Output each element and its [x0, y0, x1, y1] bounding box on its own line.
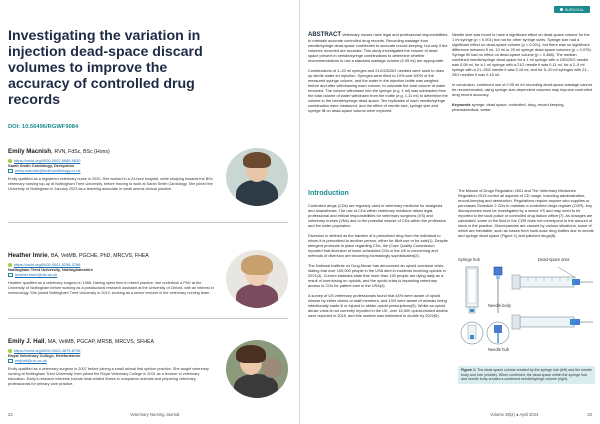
- journal-name: Veterinary Nursing Journal: [130, 412, 180, 417]
- page-number: 22: [8, 412, 13, 417]
- abstract-col-2: [452, 32, 592, 117]
- email-link[interactable]: emily.macnish@smithcardiology.co.uk: [8, 168, 213, 173]
- orcid-link[interactable]: https://orcid.org/0000-0002-6689-9630: [8, 158, 213, 163]
- keywords: Keywords syringe, dead space, controlled, drug, record keeping, pharmaceutical, waste: [452, 102, 565, 112]
- issue-info: Volume 38(2) ● April 2023: [490, 412, 539, 417]
- email-link[interactable]: emjhall@rvc.ac.uk: [8, 358, 213, 363]
- email-icon: [8, 273, 13, 276]
- author-bio: Emily qualified as a veterinary surgeon in 2007 before joining a small animal first opinion practice. She taught veterinary nursing at Nottingham Trent University, then joined the Royal Veterinary College in 2021 as a lecturer in veterinary education. Emily's research interests include heat-related illness in companion animals and preparing veterinary professionals for primary care practice.: [8, 366, 209, 386]
- divider: [8, 318, 288, 319]
- email-icon: [8, 359, 13, 362]
- section-badge: SURGICAL: [554, 6, 590, 13]
- paragraph: Diversion is defined as the transfer of a prescribed drug from the individual to whom it is prescribed to another person, either for illicit use or for sale(1). Despite stringent protocols in place regarding CDs, the (Care Quality Commission reported that diversion of lower-scheduled CDs in the UK is concerning and methods of diversion are becoming increasingly sophisticated(2).: [308, 233, 448, 258]
- orcid-icon: [8, 263, 12, 267]
- author-card: [8, 252, 213, 296]
- syringe-diagram: [458, 263, 595, 363]
- author-name: Heather Imrie, BA, VetMB, PGCHE, PhD, MRCVS, FHEA: [8, 252, 149, 259]
- right-page: [300, 0, 600, 424]
- label-dead-space: Dead-space area: [538, 257, 570, 262]
- cat-icon: [262, 358, 282, 378]
- abstract-p1: ABSTRACT Veterinary nurses have legal and professional responsibilities to maintain accurate controlled drug records. Recording wastage from needle/syringe dead-space contributes to accurate record-keeping, but only if the volumes recorded are accurate. This study investigated the volume of dead space present in needle/syringe combinations to determine whether recommendations to use a standard wastage volume (0.05 ml) are appropriate.: [308, 32, 448, 63]
- paragraph: A survey of US veterinary professionals found that 44% were aware of opioid misuse by either clients or staff members, and 13% were aware of animals being intentionally made ill or injured to obtain opioid prescriptions(5). Whilst an opioid abuse crisis is not currently reported in the UK, over 16,500 opioid-related deaths were reported in 2015, and this number was estimated to double by 2022(6).: [308, 293, 448, 318]
- author-name: Emily J. Hall, MA, VetMB, PGCAP, MRSB, MRCVS, SFHEA: [8, 338, 154, 345]
- abstract-p4: In conclusion, continued use of 0.05 ml for recording dead-space wastage cannot be recommended; using syringe size-dependent volumes may improve controlled drug record accuracy.: [452, 82, 592, 97]
- label-needle-body: Needle body: [488, 303, 511, 308]
- paragraph: Controlled drugs (CDs) are regularly used in veterinary medicine for analgesia and anaesthesia. The use of CDs within veterinary medicine raises legal, professional and ethical responsibilities for veterinary surgeons (VS) and veterinary nurses (VNs) due to the potential misuse of CDs within the profession and the wider population.: [308, 203, 446, 228]
- section-icon: [560, 8, 563, 11]
- abstract-p3: Needle size was found to have a significant effect on dead-space volume for the 1 ml syringe (p < 0.001) but not for other syringe sizes. Syringe size had a significant effect on dead-space volume (p < 0.001), but there was no significant difference between 5 ml, 10 ml or 20 ml syringe dead-space volumes (p = 0.076). Syringe fill had no effect on dead-space volume (p = 0.488). The median combined needle/syringe dead space for a 1 ml syringe with a 23G/25G needle was 0.08 ml, for a 1 ml syringe with a 21G needle it was 0.11 ml, for a 2–5 ml syringe with a 21–25G needle it was 0.16 ml, and for 5–20 ml syringes with 21–25G needles it was 0.16 ml.: [452, 32, 592, 77]
- author-name: Emily Macnish, RVN, FdSc, BSc (Hons): [8, 148, 110, 155]
- intro-col-2: [458, 188, 595, 243]
- author-photo: [226, 340, 288, 398]
- article-title: Investigating the variation in injection dead-space discard volumes to improve the accuracy of controlled drug records: [8, 28, 203, 108]
- abstract-col-1: [308, 32, 448, 118]
- author-card: [8, 338, 213, 387]
- paragraph: The Misuse of Drugs Regulation 2001 and The Veterinary Medicines Regulation 2013 control all aspects of CD usage, including administration, record-keeping and destruction. Regulations require anyone who supplies or purchases Schedule 2 CDs to maintain a controlled drugs register (CDR). Any discrepancies must be investigated by a senior VS and may need to be reported to the local police or controlled drug liaison officer(7). As dosages are calculated, some of the fluid in the CDR does not correspond to the amount of stock in the practice. Discrepancies are caused by various situations, some of which are inevitable, such as losses from multi-dose drug bottles due to needle and syringe dead space (Figure 1) and patched drugs(8).: [458, 188, 594, 238]
- left-page: [0, 0, 299, 424]
- author-photo: [226, 250, 288, 308]
- author-bio: Emily qualified as a registered veterinary nurse in 2020. She worked in a 24-hour hospital, while studying towards the BSc veterinary nursing top-up at Nottingham Trent University, before moving to work at Sarah Smith Cardiology. She joined the University of Nottingham in January 2023 as a teaching associate in small animal clinical practice.: [8, 176, 213, 191]
- orcid-icon: [8, 159, 12, 163]
- label-syringe-hub: Syringe hub: [458, 257, 480, 262]
- intro-col-1: [308, 203, 448, 323]
- doi: DOI: 10.56496/RGWF9084: [8, 124, 79, 130]
- email-link[interactable]: heather.imrie@ntu.ac.uk: [8, 272, 213, 277]
- affiliation: Royal Veterinary College, Hertfordshire: [8, 353, 81, 359]
- paragraph: The National Institute on Drug Abuse has announced an opioid overdose crisis, stating that over 100,000 people in the USA died in incidents involving opioids in 2021(3). Current statistics state that more than 130 people are dying daily as a result of overdosing on opioids, and the opioid crisis is impacting veterinary access to CDs for patient care in the USA(4).: [308, 263, 446, 288]
- figure-caption: Figure 1: The dead-space volume created by the syringe hub (left) and the needle body and hub (middle). When combined, the dead space within the syringe hub and needle body creates a combined needle/syringe volume (right).: [458, 366, 595, 384]
- orcid-icon: [8, 349, 12, 353]
- affiliation: Sarah Smith Cardiology, Derbyshire: [8, 163, 75, 169]
- affiliation: Nottingham Trent University, Nottinghamshire: [8, 267, 93, 273]
- author-card: [8, 148, 213, 192]
- abstract-p2: Combinations of 1–20 ml syringes and 21G/23/25G needles were used to draw up sterile water for injection. Syringes were filled to 10% and 100% of the measured syringe volume, and the water in the injection bottle was weighed before and after withdrawing each volume, to calculate the total volume of water removed. The volume withdrawn into the syringe (e.g. 1 ml) was subtracted from the total volume of water withdrawn from the bottle (e.g. 1.11 ml) to determine the volume in the needle/syringe dead space. Ten replicates of each needle/syringe combination were measured, and the effect of needle size, syringe size and syringe fill on dead-space volume were explored.: [308, 68, 448, 113]
- author-bio: Heather qualified as a veterinary surgeon in 1988. Having spent time in mixed practice, she undertook a PhD at the University of Nottingham before working as a postdoctoral research assistant at the University of Oxford, with an interest in immunology. She joined Nottingham Trent University in 2013, working as a senior lecturer in the veterinary nursing team.: [8, 280, 214, 295]
- label-needle-hub: Needle hub: [488, 347, 509, 352]
- page-number: 23: [587, 412, 592, 417]
- figure-1: [458, 257, 595, 364]
- orcid-link[interactable]: https://orcid.org/0000-0002-4879-8736: [8, 348, 213, 353]
- email-icon: [8, 169, 13, 172]
- divider: [8, 222, 288, 223]
- orcid-link[interactable]: https://orcid.org/0000-0001-5258-3786: [8, 262, 213, 267]
- section-heading-introduction: Introduction: [308, 190, 349, 197]
- author-photo: [226, 148, 288, 206]
